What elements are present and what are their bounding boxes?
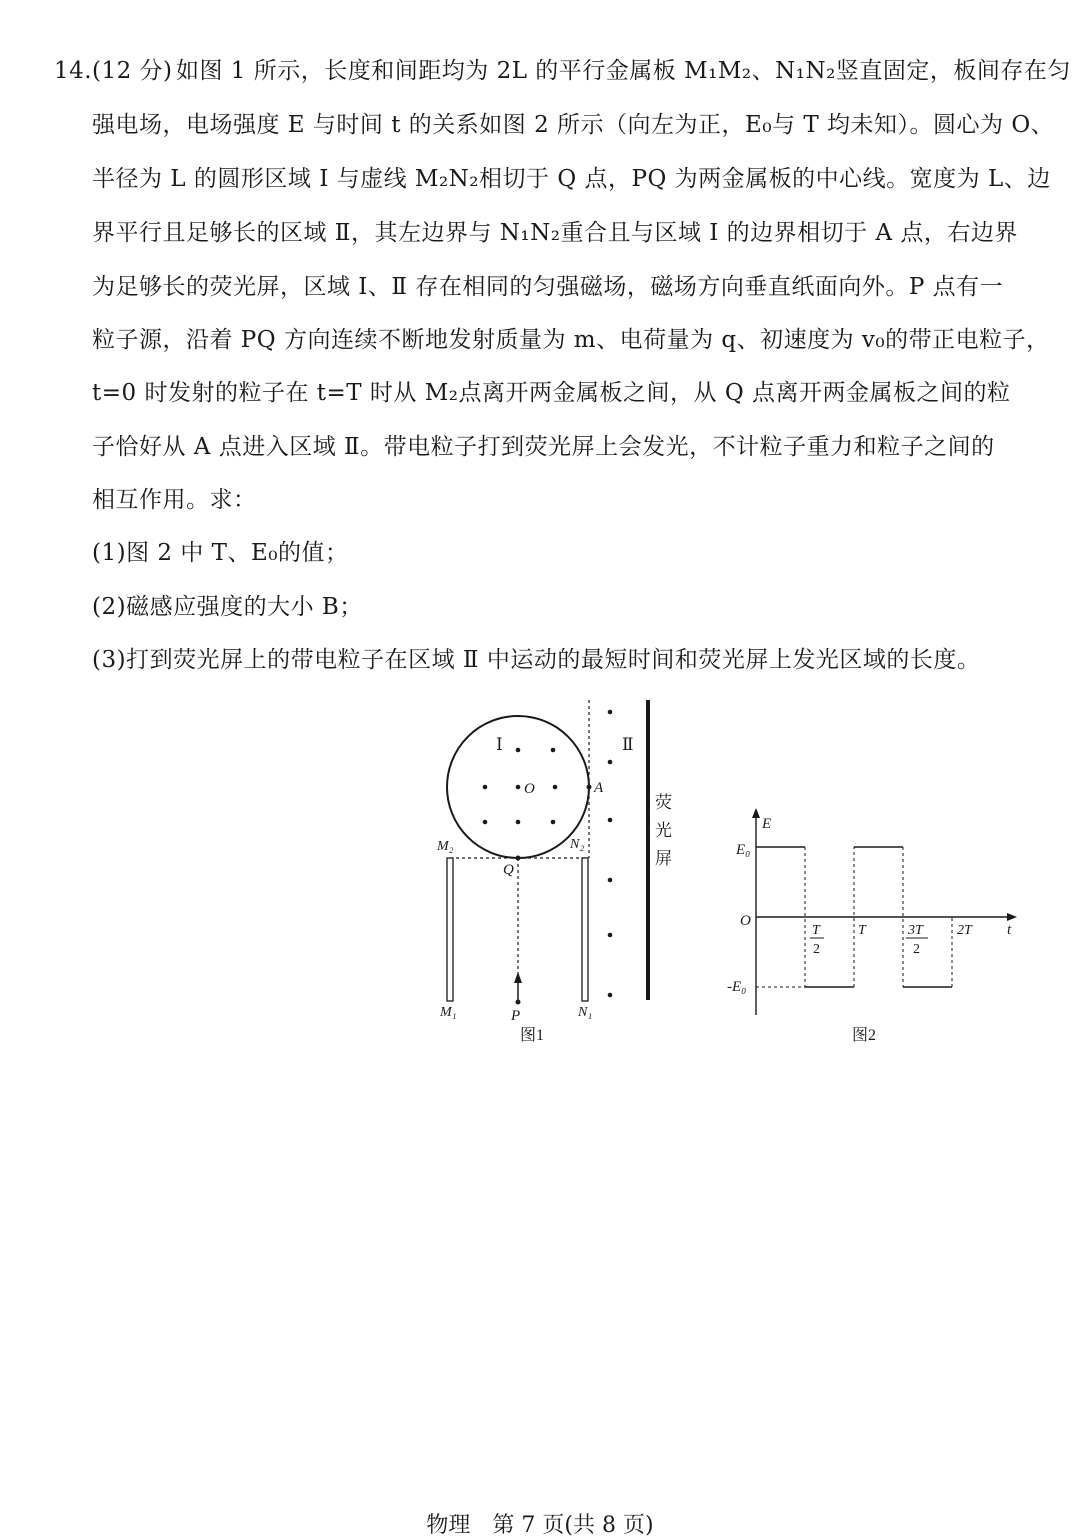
subquestion-1: (1)图 2 中 T、E₀的值；: [92, 540, 349, 566]
tick-half-t-num: T: [812, 923, 820, 938]
field-dots-region-2: [608, 710, 613, 998]
screen-label-1: 荧: [655, 793, 672, 812]
x-axis-arrow-icon: [1007, 913, 1017, 921]
question-line-9: 相互作用。求：: [92, 487, 257, 513]
point-a: [587, 785, 592, 790]
axis-x-label: t: [1007, 922, 1012, 938]
tick-three-half-den: 2: [913, 942, 920, 957]
point-q: [516, 856, 521, 861]
origin-label: O: [740, 913, 751, 929]
neg-e0-label: -E₀: [727, 979, 747, 995]
figures: [0, 690, 1080, 1090]
label-n1: N₁: [578, 1005, 593, 1020]
region-2-label: Ⅱ: [622, 735, 634, 754]
figure-1: [436, 700, 672, 1044]
figure-2: [727, 808, 1017, 1044]
point-p: [516, 1000, 521, 1005]
subquestion-2: (2)磁感应强度的大小 B；: [92, 594, 363, 620]
tick-three-half-num: 3T: [908, 923, 923, 938]
question-number: 14.: [54, 58, 93, 84]
field-dots-circle: [483, 748, 558, 825]
subquestion-3: (3)打到荧光屏上的带电粒子在区域 Ⅱ 中运动的最短时间和荧光屏上发光区域的长度。: [92, 647, 981, 673]
axis-y-label: E: [762, 816, 772, 832]
label-m1: M₁: [440, 1005, 457, 1020]
question-points: (12 分): [92, 58, 173, 84]
tick-2t: 2T: [957, 923, 972, 938]
region-1-label: Ⅰ: [496, 735, 503, 754]
tick-t: T: [858, 923, 866, 938]
center-label: O: [524, 781, 535, 797]
figure-2-caption: 图2: [852, 1027, 877, 1044]
y-axis-arrow-icon: [752, 808, 760, 818]
screen-label-3: 屏: [655, 849, 672, 868]
label-m2: M₂: [437, 839, 454, 854]
plate-m: [447, 858, 453, 1001]
screen-label-2: 光: [655, 821, 672, 840]
question-line-7: t=0 时发射的粒子在 t=T 时从 M₂点离开两金属板之间，从 Q 点离开两金属板之间的粒: [92, 380, 1011, 406]
page-footer: 物理 第 7 页(共 8 页): [426, 1513, 654, 1538]
question-line-8: 子恰好从 A 点进入区域 Ⅱ。带电粒子打到荧光屏上会发光，不计粒子重力和粒子之间的: [92, 434, 995, 460]
question-line-6: 粒子源，沿着 PQ 方向连续不断地发射质量为 m、电荷量为 q、初速度为 v₀的带正电粒子，: [92, 327, 1050, 353]
label-a: A: [594, 780, 604, 796]
arrow-up-icon: [514, 972, 522, 983]
tick-half-t-den: 2: [813, 942, 820, 957]
question-line-5: 为足够长的荧光屏，区域 Ⅰ、Ⅱ 存在相同的匀强磁场，磁场方向垂直纸面向外。P 点有一: [92, 274, 1004, 300]
label-p: P: [511, 1008, 521, 1024]
label-n2: N₂: [570, 837, 585, 852]
question-line-3: 半径为 L 的圆形区域 Ⅰ 与虚线 M₂N₂相切于 Q 点，PQ 为两金属板的中心线。宽度为 L、边: [92, 166, 1051, 192]
e0-label: E₀: [736, 842, 751, 858]
figure-1-caption: 图1: [520, 1027, 545, 1044]
plate-n: [582, 858, 588, 1001]
question-line-2: 强电场，电场强度 E 与时间 t 的关系如图 2 所示（向左为正，E₀与 T 均未知）。圆心为 O、: [92, 112, 1055, 138]
question-line-4: 界平行且足够长的区域 Ⅱ，其左边界与 N₁N₂重合且与区域 Ⅰ 的边界相切于 A 点，右边界: [92, 220, 1018, 246]
label-q: Q: [503, 862, 514, 878]
question-line-1: 如图 1 所示，长度和间距均为 2L 的平行金属板 M₁M₂、N₁N₂竖直固定，板间存在匀: [176, 58, 1071, 84]
